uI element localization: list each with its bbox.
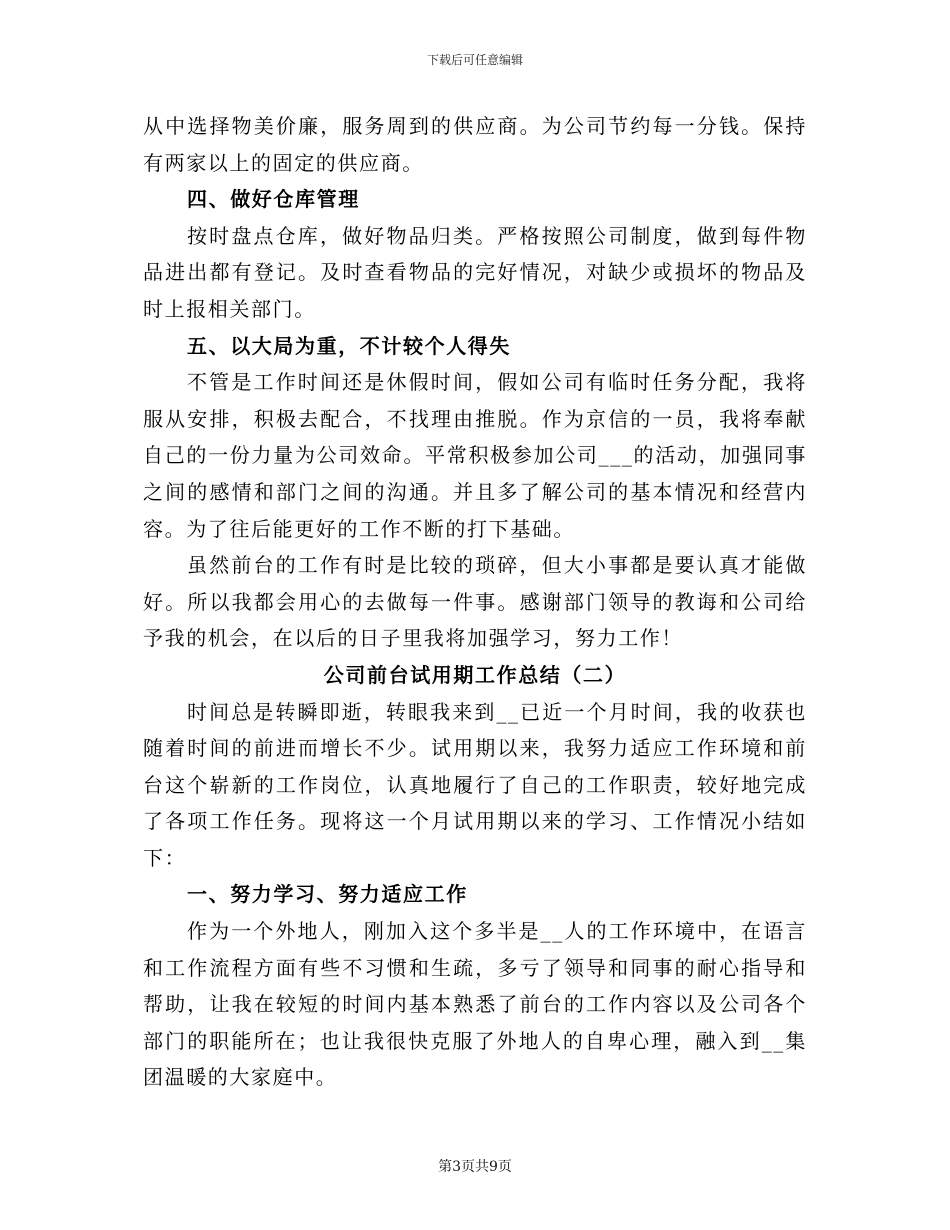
page-footer: 第3页共9页	[438, 1159, 512, 1175]
paragraph-learning: 作为一个外地人，刚加入这个多半是__人的工作环境中，在语言和工作流程方面有些不习惯和生疏，多亏了领导和同事的耐心指导和帮助，让我在较短的时间内基本熟悉了前台的工作内容以及公司各个部门的职能所在；也让我很快克服了外地人的自卑心理，融入到__集团温暖的大家庭中。	[143, 919, 807, 1090]
paragraph-conclusion: 虽然前台的工作有时是比较的琐碎，但大小事都是要认真才能做好。所以我都会用心的去做每一件事。感谢部门领导的教诲和公司给予我的机会，在以后的日子里我将加强学习，努力工作！	[143, 553, 807, 651]
section-heading-big-picture: 五、以大局为重，不计较个人得失	[187, 333, 511, 358]
paragraph-intro: 时间总是转瞬即逝，转眼我来到__已近一个月时间，我的收获也随着时间的前进而增长不少。试用期以来，我努力适应工作环境和前台这个崭新的工作岗位，认真地履行了自己的工作职责，较好地完成了各项工作任务。现将这一个月试用期以来的学习、工作情况小结如下：	[143, 699, 807, 870]
document-title: 公司前台试用期工作总结（二）	[323, 662, 627, 687]
document-body	[143, 108, 807, 1096]
page-header: 下载后可任意编辑	[426, 53, 523, 67]
paragraph-big-picture: 不管是工作时间还是休假时间，假如公司有临时任务分配，我将服从安排，积极去配合，不找理由推脱。作为京信的一员，我将奉献自己的一份力量为公司效命。平常积极参加公司___的活动，加强同事之间的感情和部门之间的沟通。并且多了解公司的基本情况和经营内容。为了往后能更好的工作不断的打下基础。	[143, 370, 807, 541]
section-heading-warehouse: 四、做好仓库管理	[187, 187, 360, 212]
section-heading-learning: 一、努力学习、努力适应工作	[187, 882, 468, 907]
paragraph-warehouse: 按时盘点仓库，做好物品归类。严格按照公司制度，做到每件物品进出都有登记。及时查看物品的完好情况，对缺少或损坏的物品及时上报相关部门。	[143, 223, 807, 321]
paragraph-suppliers: 从中选择物美价廉，服务周到的供应商。为公司节约每一分钱。保持有两家以上的固定的供应商。	[143, 114, 807, 175]
